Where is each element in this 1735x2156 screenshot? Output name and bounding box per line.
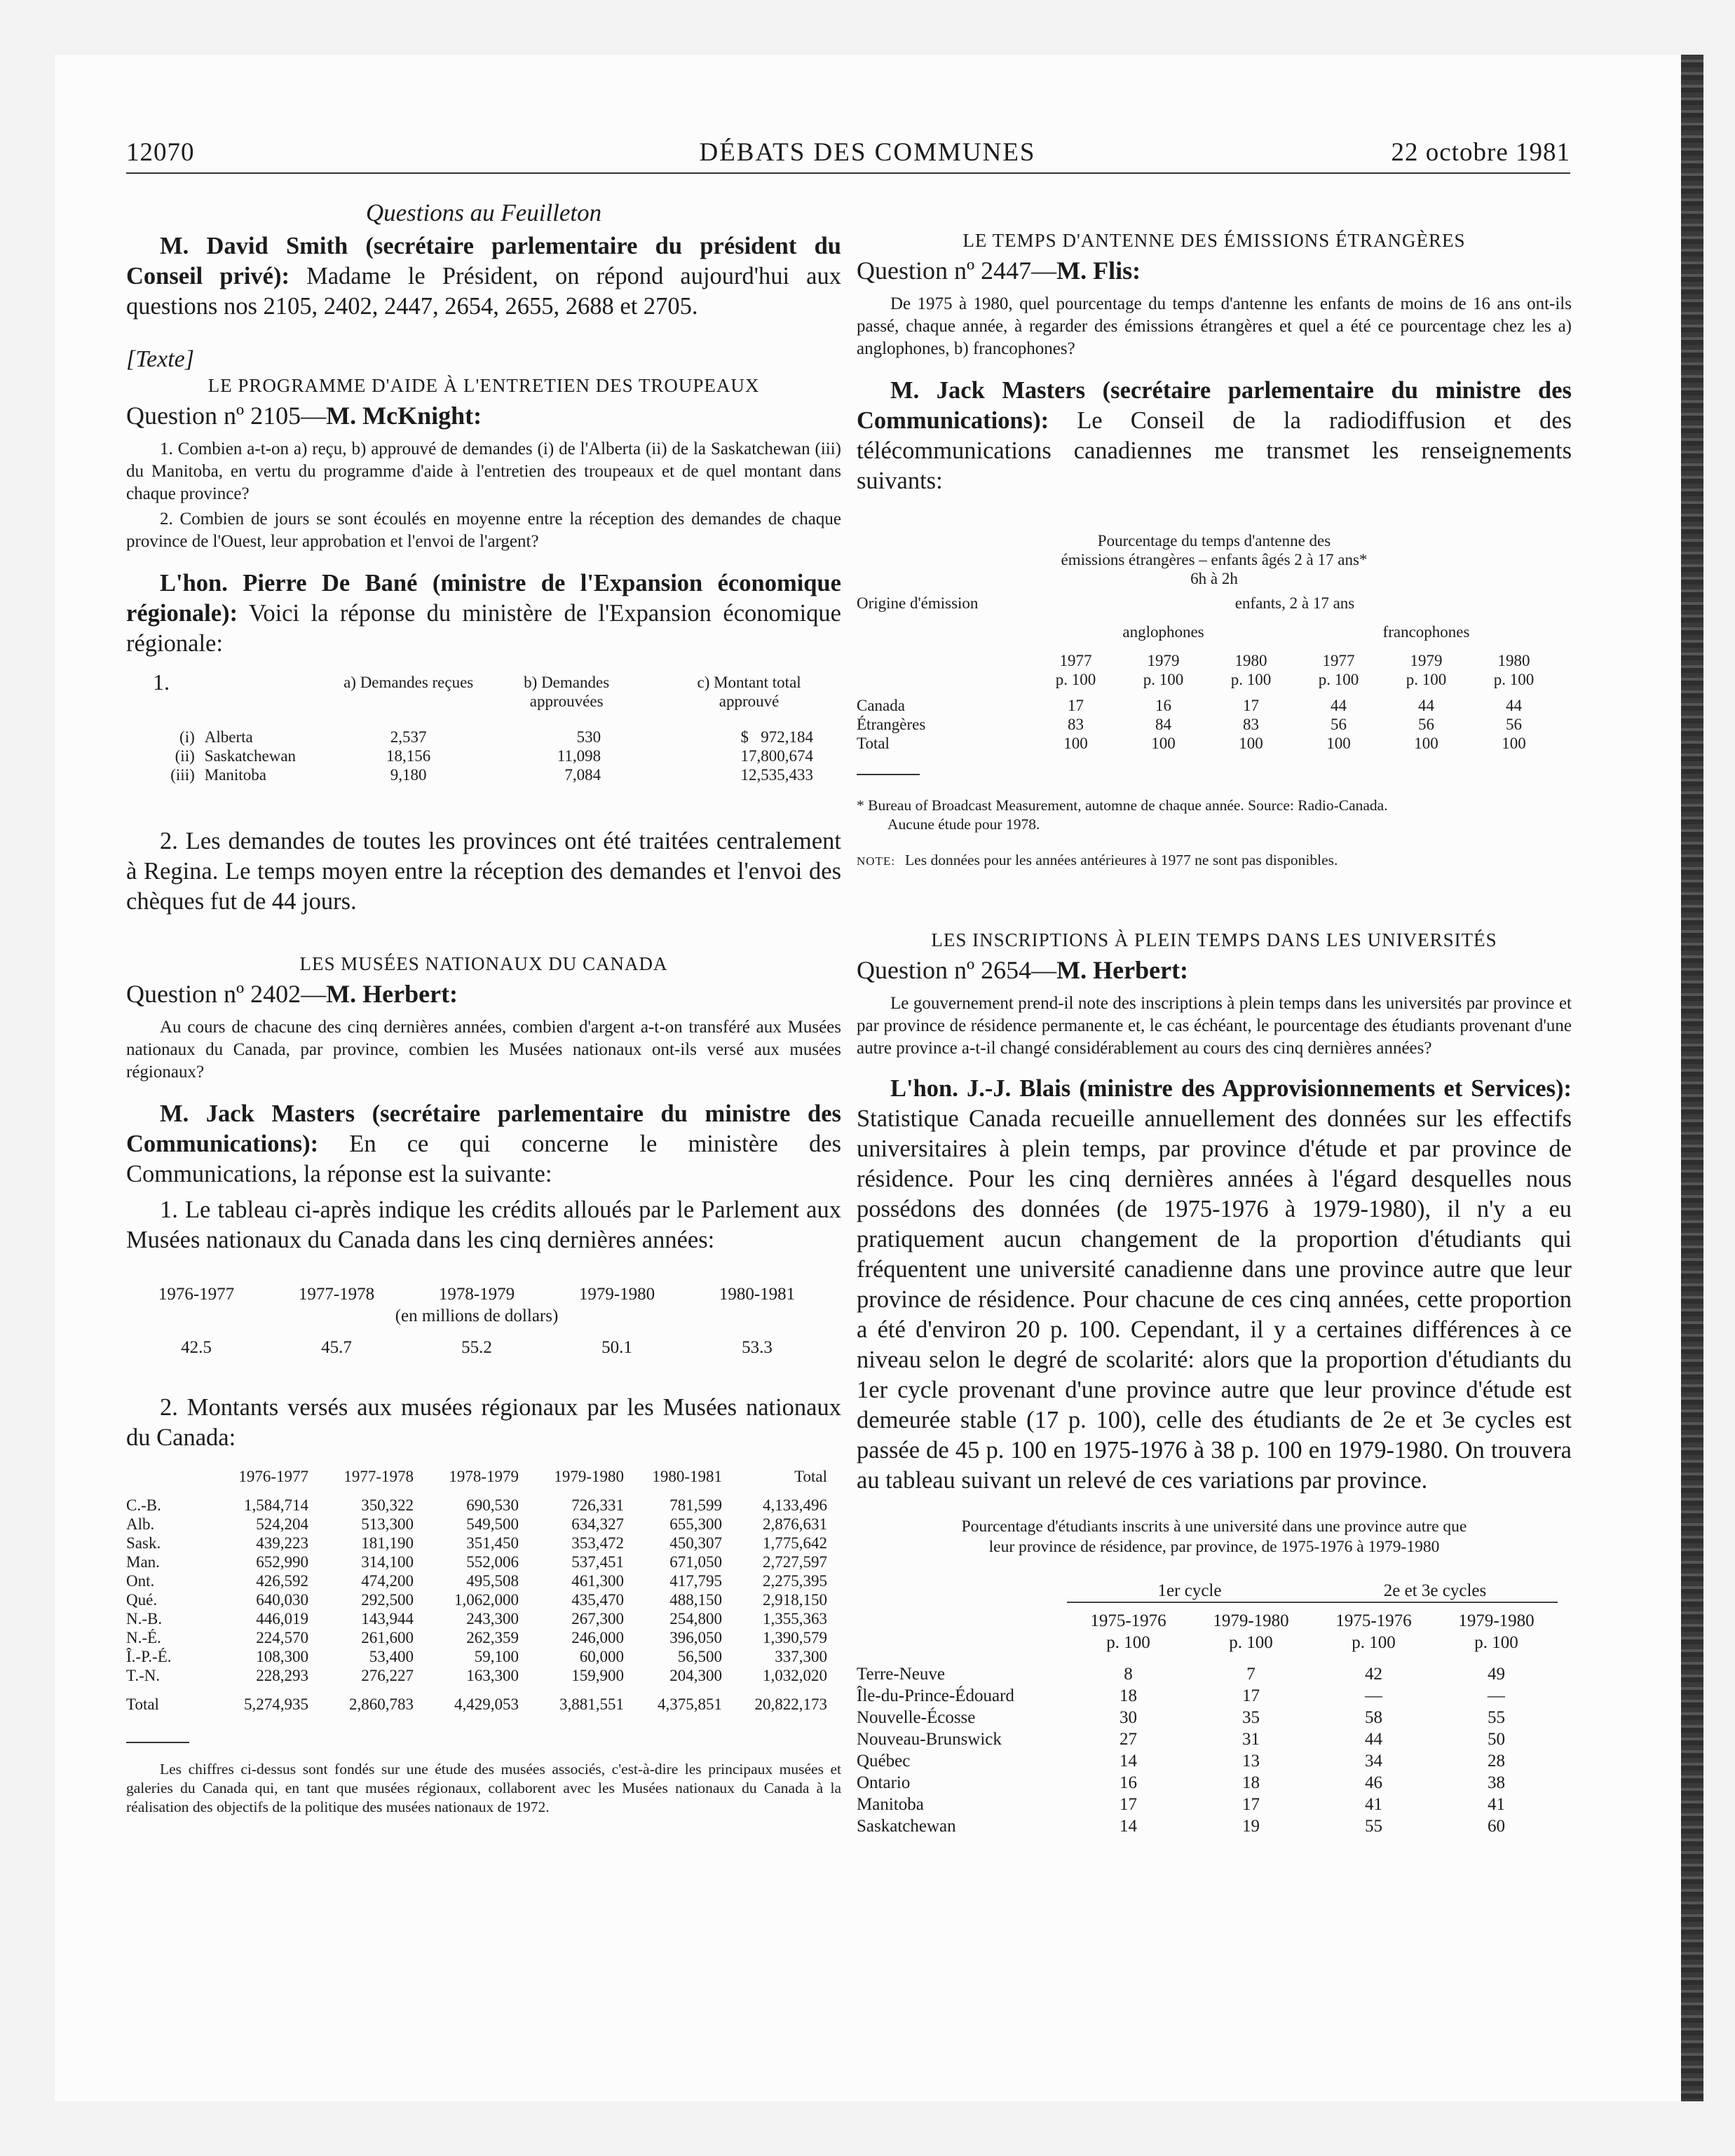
table-row: Nouveau-Brunswick 27 31 44 50 [857, 1730, 1505, 1749]
unit-label: (en millions de dollars) [395, 1306, 559, 1325]
answer-speaker: M. Jack Masters (secrétaire parlementaire du ministre des Communications): [857, 377, 1572, 434]
table-row: Ontario 16 18 46 38 [857, 1773, 1505, 1792]
question-number: Question nº 2105— [126, 402, 327, 430]
answer-speaker: L'hon. Pierre De Bané (ministre de l'Expansion économique régionale): [126, 570, 841, 627]
origin-label: Origine d'émission [857, 594, 979, 612]
q2654-title: LES INSCRIPTIONS À PLEIN TEMPS DANS LES UNIVERSITÉS [931, 929, 1497, 950]
col-a-header: a) Demandes reçues [343, 674, 474, 691]
museums-table: 1976-1977 1977-1978 1978-1979 1979-1980 1980-1981 Total C.-B. 1,584,714 350,322 690,530 726,331 781,599 4,133,496 Alb. 524,204 513,300 549,500 634,327 655,300 2,876,631 Sask. 439,223 181,190 351,450 353,472 450,307 1,775,642 Man. 652,990 314,100 552,006 537,451 671,050 2,727,597 Ont. 426,592 474,200 495,508 461,300 417,795 2,275,395 Qué. 640,030 292,500 1,062,000 435,470 488,150 2,918,150 N.-B. 446,019 143,944 243,300 267,300 254,800 1,355,363 N.-É. 224,570 261,600 262,359 246,000 396,050 1,390,579 Î.-P.-É. 108,300 53,400 59,100 60,000 56,500 337,300 T.-N. 228,293 276,227 163,300 159,900 204,300 1,032,020 Total 5,274,935 2,860,783 4,429,053 3,881,551 4,375,851 20,822,173 [126, 1468, 827, 1713]
question-asker: M. Herbert: [1056, 956, 1189, 984]
table-row: 42.5 45.7 55.2 50.1 53.3 [181, 1338, 773, 1357]
table-row: Qué. 640,030 292,500 1,062,000 435,470 488,150 2,918,150 [126, 1591, 827, 1609]
q2105-line [126, 400, 841, 431]
answer-text: Statistique Canada recueille annuellement des données sur les effectifs universitaires à plein temps, par province d'étude et par province de résidence. Pour les cinq dernières années à l'égard desquelles nous possédons des données (de 1975-1976 à 1979-1980), il n'y a eu pratiquement aucun changement de la proportion d'étudiants qui fréquentent une université canadienne dans une province autre que leur province de résidence. Pour chacune de ces cinq années, cette proportion a été d'environ 20 p. 100. Cependant, il y a certaines différences à ce niveau selon le degré de scolarité: alors que la proportion d'étudiants du 1er cycle provenant d'une province autre que leur province d'étude est demeurée stable (17 p. 100), celle des étudiants de 2e et 3e cycles est passée de 45 p. 100 en 1975-1976 à 38 p. 100 en 1979-1980. On trouvera au tableau suivant un relevé de ces variations par province. [857, 1105, 1572, 1494]
table-row: Sask. 439,223 181,190 351,450 353,472 450,307 1,775,642 [126, 1534, 827, 1552]
question-number: Question nº 2402— [126, 980, 327, 1008]
q2447-note: NOTE: Les données pour les années antérieures à 1977 ne sont pas disponibles. [857, 852, 1338, 868]
left-column [126, 189, 841, 1817]
page-date: 22 octobre 1981 [1391, 138, 1570, 167]
universities-table: 1er cycle 2e et 3e cycles 1975-1976 1979-1980 1975-1976 1979-1980 p. 100 p. 100 p. 100 p. 100 Terre-Neuve 8 7 42 49 Île-du-Prince-Édouard 18 17 — — Nouvelle-Écosse 30 35 58 55 Nouveau-Brunswick 27 31 44 50 Québec 14 13 34 28 Ontario 16 18 46 38 Manitoba 17 17 41 41 Saskatchewan 14 19 55 60 [857, 1580, 1558, 1837]
question-asker: M. McKnight: [326, 402, 482, 430]
q2402-p1: 1. Le tableau ci-après indique les crédits alloués par le Parlement aux Musées nationaux du Canada dans les cinq dernières années: [126, 1196, 841, 1253]
franco-label: francophones [1382, 623, 1470, 641]
q2447-text: De 1975 à 1980, quel pourcentage du temps d'antenne les enfants de moins de 16 ans ont-ils passé, chaque année, à regarder des émissions étrangères et quel a été ce pourcentage chez les a) anglophones, b) francophones? [857, 294, 1572, 358]
cycle1-label: 1er cycle [1157, 1581, 1222, 1600]
answer-speaker: L'hon. J.-J. Blais (ministre des Approvisionnements et Services): [890, 1075, 1572, 1102]
table-row: T.-N. 228,293 276,227 163,300 159,900 204,300 1,032,020 [126, 1667, 827, 1684]
museums-footnote: Les chiffres ci-dessus sont fondés sur une étude des musées associés, c'est-à-dire les principaux musées et galeries du Canada qui, en tant que musées régionaux, collaborent avec les Musées nationaux du Canada à la réalisation des objectifs de la politique des musées nationaux de 1972. [126, 1761, 841, 1815]
answer-text: En ce qui concerne le ministère des Communications, la réponse est la suivante: [126, 1131, 841, 1187]
table-row: (i) Alberta 2,537 530 $ 972,184 [179, 728, 813, 746]
table-row: (iii) Manitoba 9,180 7,084 12,535,433 [170, 766, 813, 784]
q2447-footnote-2: Aucune étude pour 1978. [887, 816, 1040, 833]
answer-speaker: M. Jack Masters (secrétaire parlementaire du ministre des Communications): [126, 1100, 841, 1157]
q2402-p2: 2. Montants versés aux musées régionaux par les Musées nationaux du Canada: [126, 1394, 841, 1451]
speaker: M. David Smith (secrétaire parlementaire du président du Conseil privé): [126, 233, 841, 289]
cycle23-label: 2e et 3e cycles [1383, 1581, 1487, 1600]
page-number: 12070 [126, 138, 195, 167]
table-row: Québec 14 13 34 28 [857, 1752, 1505, 1770]
scan-edge [1681, 55, 1703, 2101]
q2654-table-title: Pourcentage d'étudiants inscrits à une université dans une province autre que leur province de résidence, par province, de 1975-1976 à 1979-1980 [961, 1517, 1467, 1556]
section-heading: Questions au Feuilleton [365, 199, 602, 226]
q2402-text: Au cours de chacune des cinq dernières années, combien d'argent a-t-on transféré aux Musées nationaux du Canada, par province, combien les Musées nationaux ont-ils versé aux musées régionaux? [126, 1018, 841, 1082]
q2654-line [857, 955, 1572, 985]
q2447-footnote: * Bureau of Broadcast Measurement, automne de chaque année. Source: Radio-Canada. [857, 797, 1388, 814]
table-row: Île-du-Prince-Édouard 18 17 — — [857, 1686, 1505, 1705]
credits-table: 1976-1977 1977-1978 1978-1979 1979-1980 1980-1981 (en millions de dollars) 42.5 45.7 55.2 50.1 53.3 [126, 1283, 827, 1358]
table-number: 1. [153, 669, 170, 695]
col-c-header: c) Montant total approuvé [697, 674, 801, 710]
table-row: Alb. 524,204 513,300 549,500 634,327 655,300 2,876,631 [126, 1515, 827, 1533]
q2105-answer [126, 568, 841, 659]
table-row: Nouvelle-Écosse 30 35 58 55 [857, 1708, 1505, 1727]
answer-text: Voici la réponse du ministère de l'Expansion économique régionale: [126, 600, 841, 657]
q2447-line [857, 255, 1572, 286]
table-row: N.-É. 224,570 261,600 262,359 246,000 396,050 1,390,579 [126, 1629, 827, 1646]
intro-paragraph [126, 231, 841, 322]
header-rule [126, 172, 1570, 174]
question-asker: M. Herbert: [326, 980, 458, 1008]
question-number: Question nº 2447— [857, 257, 1057, 285]
q2105-p2: 2. Combien de jours se sont écoulés en moyenne entre la réception des demandes de chaque province de l'Ouest, leur approbation et l'envoi de l'argent? [126, 510, 841, 551]
table-row: Î.-P.-É. 108,300 53,400 59,100 60,000 56,500 337,300 [126, 1648, 827, 1665]
antenna-table: Origine d'émission enfants, 2 à 17 ans anglophones francophones 1977 1979 1980 1977 1979 1980 p. 100 p. 100 p. 100 p. 100 p. 100 p. 100 Canada 17 16 17 44 44 44 Étrangères 83 84 83 56 56 56 Total 100 100 100 100 100 100 [857, 594, 1558, 753]
q2654-answer [857, 1074, 1572, 1496]
troupeaux-table [126, 669, 827, 784]
question-asker: M. Flis: [1056, 257, 1141, 285]
q2105-answer2: 2. Les demandes de toutes les provinces ont été traitées centralement à Regina. Le temps moyen entre la réception des demandes et l'envoi des chèques fut de 44 jours. [126, 828, 841, 915]
table-row: Man. 652,990 314,100 552,006 537,451 671,050 2,727,597 [126, 1553, 827, 1571]
table-row: C.-B. 1,584,714 350,322 690,530 726,331 781,599 4,133,496 [126, 1496, 827, 1514]
table-row: Terre-Neuve 8 7 42 49 [857, 1665, 1505, 1684]
table-row: Étrangères 83 84 83 56 56 56 [857, 716, 1522, 733]
table-row: Manitoba 17 17 41 41 [857, 1795, 1505, 1814]
anglo-label: anglophones [1122, 623, 1204, 641]
q2402-line [126, 978, 841, 1009]
footnote-rule [126, 1742, 189, 1743]
right-column [857, 189, 1572, 1837]
q2447-answer [857, 376, 1572, 496]
footnote-rule [857, 774, 920, 775]
q2654-text: Le gouvernement prend-il note des inscriptions à plein temps dans les universités par province et par province de résidence permanente et, le cas échéant, le pourcentage des étudiants provenant d'une autre province a-t-il changé considérablement au cours des cinq dernières années? [857, 994, 1572, 1058]
q2447-title: LE TEMPS D'ANTENNE DES ÉMISSIONS ÉTRANGÈRES [962, 230, 1466, 251]
table-row: Total 100 100 100 100 100 100 [857, 735, 1526, 752]
q2447-table-title: Pourcentage du temps d'antenne des émissions étrangères – enfants âgés 2 à 17 ans* 6h à 2h [1061, 532, 1368, 587]
table-row: Ont. 426,592 474,200 495,508 461,300 417,795 2,275,395 [126, 1572, 827, 1590]
table-row: Saskatchewan 14 19 55 60 [857, 1817, 1505, 1836]
q2105-title: LE PROGRAMME D'AIDE À L'ENTRETIEN DES TROUPEAUX [207, 375, 760, 396]
q2402-title: LES MUSÉES NATIONAUX DU CANADA [299, 953, 668, 974]
question-number: Question nº 2654— [857, 956, 1057, 984]
table-row: (ii) Saskatchewan 18,156 11,098 17,800,674 [175, 747, 813, 765]
texte-label: [Texte] [126, 346, 194, 372]
group-label: enfants, 2 à 17 ans [1234, 594, 1355, 612]
table-row: Canada 17 16 17 44 44 44 [857, 697, 1522, 714]
intro-text: Madame le Président, on répond aujourd'hui aux questions nos 2105, 2402, 2447, 2654, 2655, 2688 et 2705. [126, 263, 841, 320]
answer-text: Le Conseil de la radiodiffusion et des télécommunications canadiennes me transmet les renseignements suivants: [857, 407, 1572, 494]
q2402-answer [126, 1099, 841, 1189]
table-row: N.-B. 446,019 143,944 243,300 267,300 254,800 1,355,363 [126, 1610, 827, 1628]
col-b-header: b) Demandes approuvées [524, 674, 610, 710]
q2105-p1: 1. Combien a-t-on a) reçu, b) approuvé de demandes (i) de l'Alberta (ii) de la Saskatchewan (iii) du Manitoba, en vertu du programme d'aide à l'entretien des troupeaux et de quel montant dans chaque province? [126, 439, 841, 503]
total-row: Total 5,274,935 2,860,783 4,429,053 3,881,551 4,375,851 20,822,173 [126, 1696, 827, 1713]
journal-title: DÉBATS DES COMMUNES [699, 138, 1036, 167]
